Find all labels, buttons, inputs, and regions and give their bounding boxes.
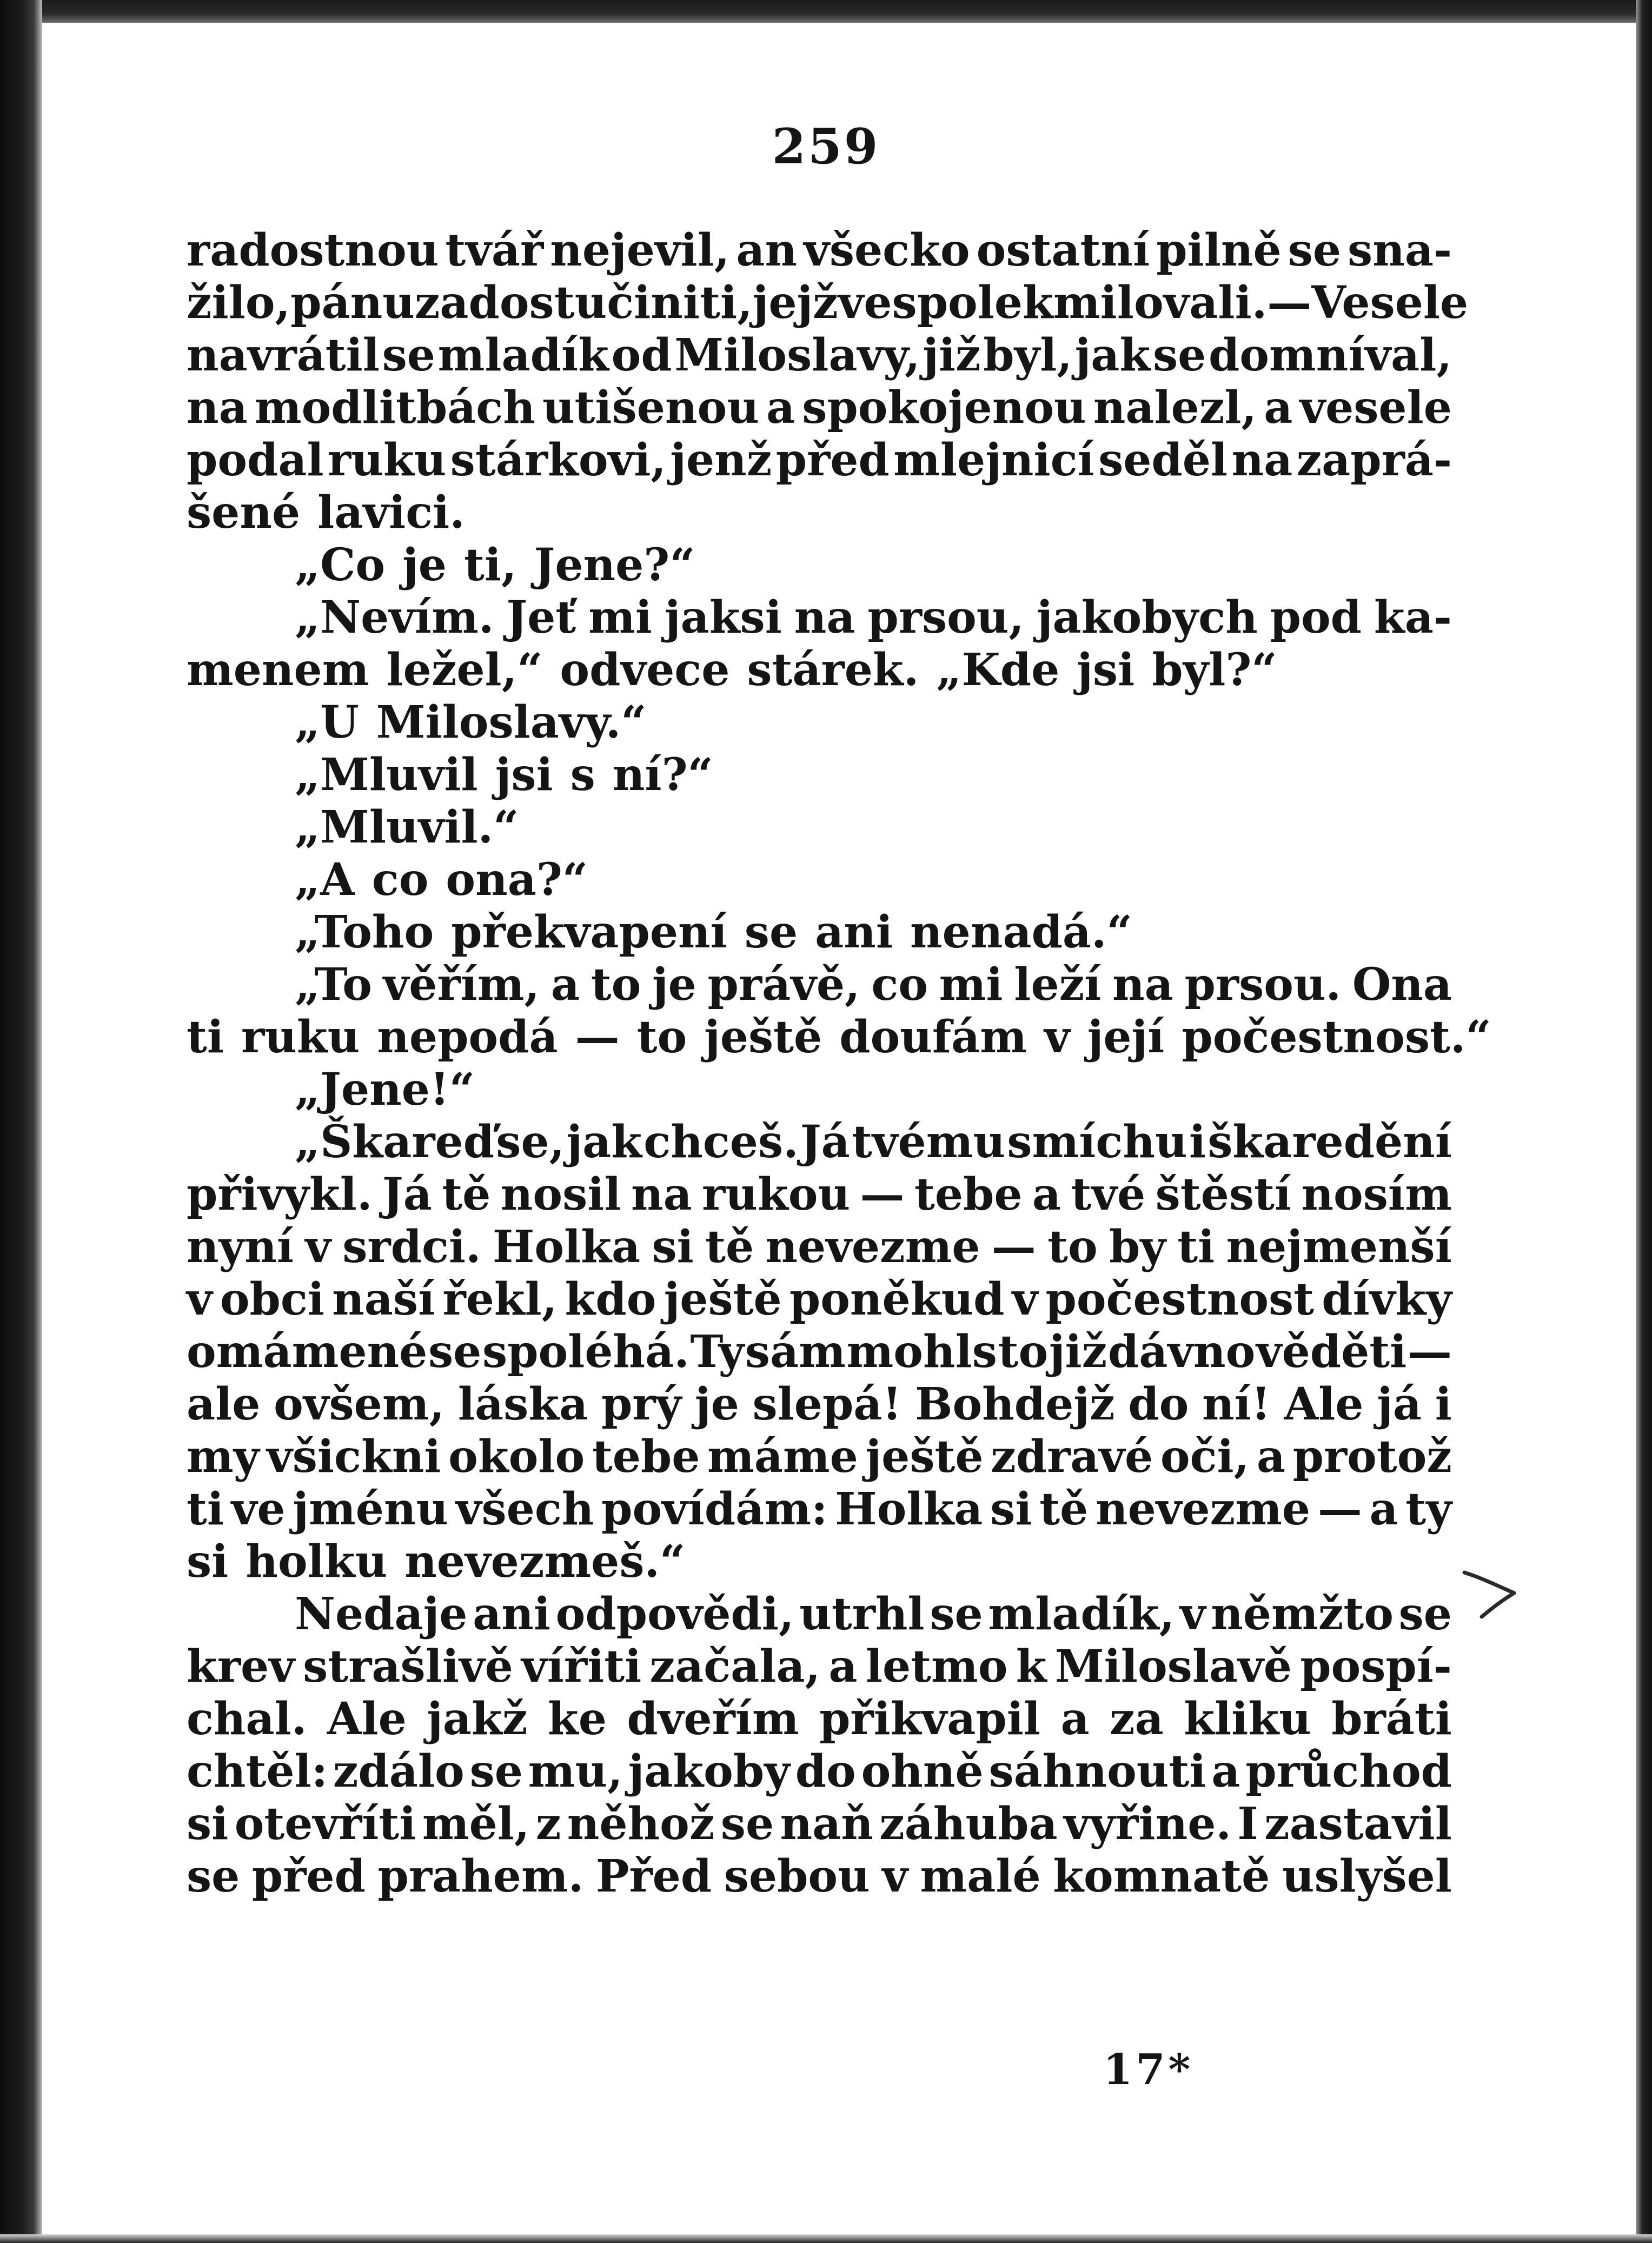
text-line: [187, 1011, 1491, 1064]
word: odvece: [560, 644, 730, 696]
word: Jene?“: [534, 539, 695, 591]
word: to: [591, 959, 641, 1011]
word: prsou,: [867, 592, 1024, 643]
word: s: [570, 749, 595, 801]
word: uslyšel: [1282, 1850, 1452, 1902]
word: věděti: [1256, 1326, 1407, 1378]
word: krev: [187, 1641, 295, 1693]
word: vespolek: [838, 277, 1053, 329]
word: zastavil: [1264, 1798, 1452, 1850]
body-text: [187, 224, 1491, 1903]
word: mu,: [528, 1746, 623, 1797]
word: jejž: [752, 277, 838, 329]
word: Já: [382, 1169, 432, 1220]
word: tvář: [445, 224, 544, 276]
word: „Nevím.: [295, 592, 494, 643]
word: pospí-: [1300, 1641, 1452, 1693]
word: tebe: [914, 1169, 1023, 1220]
word: za: [1110, 1693, 1164, 1745]
text-line: [187, 1483, 1452, 1536]
word: průchod: [1245, 1746, 1452, 1797]
word: ti: [1177, 1221, 1215, 1273]
word: stárek.: [747, 644, 919, 696]
word: přivykl.: [187, 1169, 373, 1220]
word: holku: [246, 1536, 388, 1588]
word: modlitbách: [254, 382, 535, 434]
word: k: [1016, 1641, 1047, 1693]
word: prý: [601, 1378, 682, 1430]
word: nejmenší: [1226, 1221, 1452, 1273]
word: Před: [595, 1850, 712, 1902]
word: láska: [457, 1378, 588, 1430]
word: tvému: [852, 1116, 1006, 1168]
word: spokojenou: [802, 382, 1086, 434]
word: kdo: [565, 1273, 656, 1325]
word: malé: [920, 1850, 1041, 1902]
text-line: [187, 644, 1452, 696]
word: na: [794, 592, 855, 643]
word: právě,: [707, 959, 860, 1011]
word: Ona: [1352, 959, 1452, 1011]
word: protož: [1292, 1431, 1452, 1483]
text-line: [187, 487, 1452, 539]
word: si: [990, 1483, 1032, 1535]
word: z: [535, 1798, 561, 1850]
word: a: [1256, 1431, 1285, 1483]
word: věřím,: [383, 959, 540, 1011]
word: „U: [295, 696, 359, 748]
word: utišenou: [542, 382, 759, 434]
word: povídám:: [601, 1483, 828, 1535]
word: dávno: [1107, 1326, 1256, 1378]
word: prsou.: [1184, 959, 1342, 1011]
word: nosil: [500, 1169, 621, 1220]
word: se: [744, 906, 798, 958]
word: a: [1211, 1746, 1240, 1797]
text-line: [187, 1536, 1452, 1588]
word: řekl,: [442, 1273, 558, 1325]
word: Miloslavě: [1054, 1641, 1292, 1693]
word: Ty: [690, 1326, 745, 1378]
word: —: [860, 1169, 905, 1220]
word: tě: [1039, 1483, 1089, 1535]
word: ty: [1405, 1483, 1452, 1535]
text-line: [187, 539, 1452, 592]
word: jakoby: [628, 1746, 790, 1797]
word: ní?“: [612, 749, 713, 801]
word: začala,: [649, 1641, 821, 1693]
text-line: [187, 1746, 1452, 1798]
word: si: [187, 1536, 229, 1588]
word: do: [795, 1746, 856, 1797]
word: otevříti: [234, 1798, 416, 1850]
word: mlejnicí: [893, 434, 1094, 486]
handwritten-margin-mark-icon: [1460, 1556, 1520, 1621]
word: milovali.: [1053, 277, 1268, 329]
word: nepodá: [377, 1011, 558, 1063]
word: ve: [231, 1483, 286, 1535]
word: přikvapil: [819, 1693, 1040, 1745]
word: nevezme: [1095, 1483, 1311, 1535]
word: to: [1047, 1221, 1098, 1273]
word: by: [1109, 1221, 1166, 1273]
word: se,: [496, 1116, 565, 1168]
word: —: [1407, 1326, 1452, 1378]
word: zdravé: [991, 1431, 1153, 1483]
word: štěstí: [1155, 1169, 1292, 1220]
text-line: [187, 277, 1469, 329]
word: kliku: [1184, 1693, 1311, 1745]
word: I: [1237, 1798, 1258, 1850]
word: „Kde: [936, 644, 1060, 696]
text-line: [187, 1273, 1452, 1326]
word: na: [1231, 434, 1293, 486]
text-line: [187, 1641, 1452, 1693]
word: a: [1264, 382, 1293, 434]
word: spoléhá.: [482, 1326, 689, 1378]
text-line: [187, 1850, 1452, 1903]
word: doufám: [839, 1011, 1027, 1063]
word: radostnou: [187, 224, 439, 276]
word: se: [469, 1746, 523, 1797]
word: počestnost: [1045, 1273, 1315, 1325]
word: Ale: [327, 1693, 407, 1745]
word: Miloslavy,: [674, 329, 920, 381]
word: v: [1012, 1273, 1038, 1325]
word: ruku: [328, 434, 447, 486]
word: ka-: [1374, 592, 1452, 643]
word: bráti: [1331, 1693, 1452, 1745]
word: ani: [473, 1588, 550, 1640]
word: pánu: [290, 277, 415, 329]
word: chtěl:: [187, 1746, 328, 1797]
word: byl?“: [1152, 644, 1277, 696]
word: Holka: [835, 1483, 983, 1535]
word: i: [1189, 1116, 1206, 1168]
word: Vesele: [1311, 277, 1469, 329]
text-line: [187, 696, 1452, 749]
text-line: [187, 1064, 1452, 1116]
word: a: [1369, 1483, 1398, 1535]
word: se: [1152, 329, 1206, 381]
word: Ale: [1284, 1378, 1364, 1430]
word: an: [736, 224, 798, 276]
word: ona?“: [446, 854, 588, 906]
scan-edge-top: [0, 0, 1652, 23]
word: ti: [187, 1011, 224, 1063]
word: —: [1317, 1483, 1362, 1535]
text-line: [187, 592, 1452, 644]
text-line: [187, 1588, 1452, 1641]
word: všickni: [267, 1431, 441, 1483]
text-line: [187, 1693, 1452, 1746]
word: ostatní: [976, 224, 1150, 276]
word: domníval,: [1208, 329, 1452, 381]
text-line: [187, 1798, 1452, 1850]
word: vyřine.: [1064, 1798, 1231, 1850]
word: se: [1288, 224, 1342, 276]
word: se: [720, 1798, 774, 1850]
word: jak: [1074, 329, 1151, 381]
word: naň: [780, 1798, 873, 1850]
word: a: [1060, 1693, 1090, 1745]
word: „Mluvil.“: [295, 801, 519, 853]
word: v: [1179, 1588, 1206, 1640]
word: sna-: [1348, 224, 1452, 276]
word: v: [1044, 1011, 1070, 1063]
word: Já: [800, 1116, 850, 1168]
word: ani: [815, 906, 893, 958]
word: komnatě: [1053, 1850, 1270, 1902]
word: v: [187, 1273, 213, 1325]
word: máme: [707, 1431, 858, 1483]
word: „Škareď: [295, 1116, 495, 1168]
word: se: [1398, 1588, 1452, 1640]
word: jakobych: [1036, 592, 1258, 643]
word: utrhl: [799, 1588, 925, 1640]
word: co: [871, 959, 928, 1011]
word: —: [575, 1011, 620, 1063]
word: smíchu: [1007, 1116, 1187, 1168]
word: chceš.: [643, 1116, 799, 1168]
text-line: [187, 749, 1452, 801]
word: a: [550, 959, 580, 1011]
word: ohně: [861, 1746, 984, 1797]
word: na: [631, 1169, 692, 1220]
word: chal.: [187, 1693, 307, 1745]
word: okolo: [448, 1431, 585, 1483]
word: tebe: [592, 1431, 700, 1483]
word: odpovědi,: [555, 1588, 794, 1640]
word: naší: [332, 1273, 435, 1325]
word: strašlivě: [303, 1641, 513, 1693]
word: nejevil,: [550, 224, 730, 276]
word: nevezmeš.“: [404, 1536, 686, 1588]
word: „Mluvil: [295, 749, 478, 801]
word: seděl: [1098, 434, 1228, 486]
word: se: [428, 1326, 482, 1378]
word: na: [1112, 959, 1173, 1011]
word: Miloslavy.“: [376, 696, 647, 748]
scan-edge-bottom: [0, 2234, 1652, 2243]
word: mi: [939, 959, 1003, 1011]
text-line: [187, 1326, 1452, 1378]
word: všech: [455, 1483, 594, 1535]
word: tvé: [1071, 1169, 1146, 1220]
word: škaredění: [1208, 1116, 1452, 1168]
text-line: [187, 434, 1452, 487]
word: pilně: [1156, 224, 1282, 276]
word: do: [1128, 1378, 1189, 1430]
word: se: [930, 1588, 983, 1640]
word: „Co: [295, 539, 386, 591]
word: ale: [187, 1378, 261, 1430]
word: —: [991, 1221, 1036, 1273]
word: šené: [187, 487, 301, 539]
word: prahem.: [377, 1850, 584, 1902]
word: letmo: [865, 1641, 1008, 1693]
signature-mark: 17*: [1103, 2045, 1194, 2094]
word: všecko: [804, 224, 970, 276]
word: záhuba: [879, 1798, 1058, 1850]
word: srdci.: [342, 1221, 481, 1273]
scan-edge-right: [1636, 0, 1652, 2243]
word: Jeť: [506, 592, 576, 643]
word: sebou: [724, 1850, 870, 1902]
word: od: [611, 329, 672, 381]
word: nyní: [187, 1221, 294, 1273]
word: oči,: [1160, 1431, 1250, 1483]
text-line: [187, 1169, 1452, 1221]
word: nenadá.“: [910, 906, 1132, 958]
word: obci: [220, 1273, 324, 1325]
word: již: [923, 329, 981, 381]
word: němžto: [1211, 1588, 1394, 1640]
word: nevezme: [765, 1221, 980, 1273]
word: leží: [1014, 959, 1102, 1011]
word: podal: [187, 434, 324, 486]
word: zdálo: [333, 1746, 465, 1797]
word: ležel,“: [386, 644, 543, 696]
word: a: [1032, 1169, 1061, 1220]
word: mi: [588, 592, 652, 643]
word: to: [998, 1326, 1049, 1378]
word: něhož: [567, 1798, 715, 1850]
word: rukou: [702, 1169, 851, 1220]
word: jménu: [293, 1483, 449, 1535]
word: jenž: [670, 434, 772, 486]
word: nosím: [1301, 1169, 1452, 1220]
word: Bohdejž: [915, 1378, 1115, 1430]
word: mladík,: [988, 1588, 1175, 1640]
word: měl,: [422, 1798, 530, 1850]
word: jak: [566, 1116, 642, 1168]
word: ti,: [463, 539, 517, 591]
word: omámené: [187, 1326, 428, 1378]
word: její: [1087, 1011, 1165, 1063]
text-line: [187, 382, 1452, 434]
word: slepá!: [752, 1378, 902, 1430]
word: sám: [745, 1326, 846, 1378]
text-line: [187, 906, 1452, 959]
word: je: [402, 539, 447, 591]
word: mohls: [846, 1326, 997, 1378]
word: my: [187, 1431, 260, 1483]
text-line: [187, 854, 1452, 906]
word: a: [766, 382, 795, 434]
word: nalezl,: [1093, 382, 1257, 434]
word: mladík: [437, 329, 609, 381]
word: ještě: [664, 1273, 782, 1325]
word: stárkovi,: [450, 434, 666, 486]
word: co: [371, 854, 429, 906]
word: v: [882, 1850, 908, 1902]
word: „To: [295, 959, 372, 1011]
word: ještě: [865, 1431, 984, 1483]
text-line: [187, 1431, 1452, 1483]
word: na: [187, 382, 248, 434]
word: před: [251, 1850, 366, 1902]
text-line: [187, 1116, 1452, 1169]
word: se: [187, 1850, 240, 1902]
word: sáhnouti: [988, 1746, 1206, 1797]
word: jaksi: [664, 592, 782, 643]
word: ke: [547, 1693, 607, 1745]
word: vířiti: [521, 1641, 642, 1693]
word: učiniti,: [574, 277, 753, 329]
word: v: [305, 1221, 331, 1273]
word: ti: [187, 1483, 224, 1535]
text-line: [187, 1221, 1452, 1273]
word: jsi: [495, 749, 553, 801]
word: si: [652, 1221, 694, 1273]
text-line: [187, 801, 1452, 854]
word: navrátil: [187, 329, 380, 381]
word: pod: [1270, 592, 1362, 643]
word: jsi: [1077, 644, 1135, 696]
word: překvapení: [451, 906, 727, 958]
word: před: [775, 434, 890, 486]
scan-edge-left: [0, 0, 42, 2243]
word: žilo,: [187, 277, 291, 329]
word: lavici.: [317, 487, 465, 539]
word: se: [382, 329, 435, 381]
word: ní!: [1202, 1378, 1271, 1430]
word: ještě: [704, 1011, 822, 1063]
text-line: [187, 329, 1452, 382]
word: si: [187, 1798, 229, 1850]
word: dveřím: [627, 1693, 799, 1745]
word: tě: [442, 1169, 491, 1220]
word: Holka: [492, 1221, 641, 1273]
word: já: [1377, 1378, 1422, 1430]
word: zadost: [414, 277, 575, 329]
word: „A: [295, 854, 355, 906]
word: poněkud: [789, 1273, 1005, 1325]
word: počestnost.“: [1182, 1011, 1491, 1063]
word: „Toho: [295, 906, 434, 958]
word: „Jene!“: [295, 1064, 475, 1116]
word: menem: [187, 644, 369, 696]
word: je: [652, 959, 696, 1011]
word: ovšem,: [274, 1378, 445, 1430]
text-line: [187, 959, 1452, 1011]
word: zaprá-: [1296, 434, 1452, 486]
text-line: [187, 224, 1452, 277]
word: Nedaje: [295, 1588, 468, 1640]
word: i: [1435, 1378, 1452, 1430]
word: to: [636, 1011, 687, 1063]
word: jakž: [427, 1693, 528, 1745]
word: a: [828, 1641, 858, 1693]
word: dívky: [1322, 1273, 1452, 1325]
word: ruku: [241, 1011, 360, 1063]
word: —: [1267, 277, 1312, 329]
word: tě: [705, 1221, 754, 1273]
word: je: [694, 1378, 739, 1430]
text-line: [187, 1378, 1452, 1431]
word: již: [1049, 1326, 1107, 1378]
word: vesele: [1299, 382, 1452, 434]
word: byl,: [983, 329, 1072, 381]
page-number: 259: [772, 118, 880, 175]
